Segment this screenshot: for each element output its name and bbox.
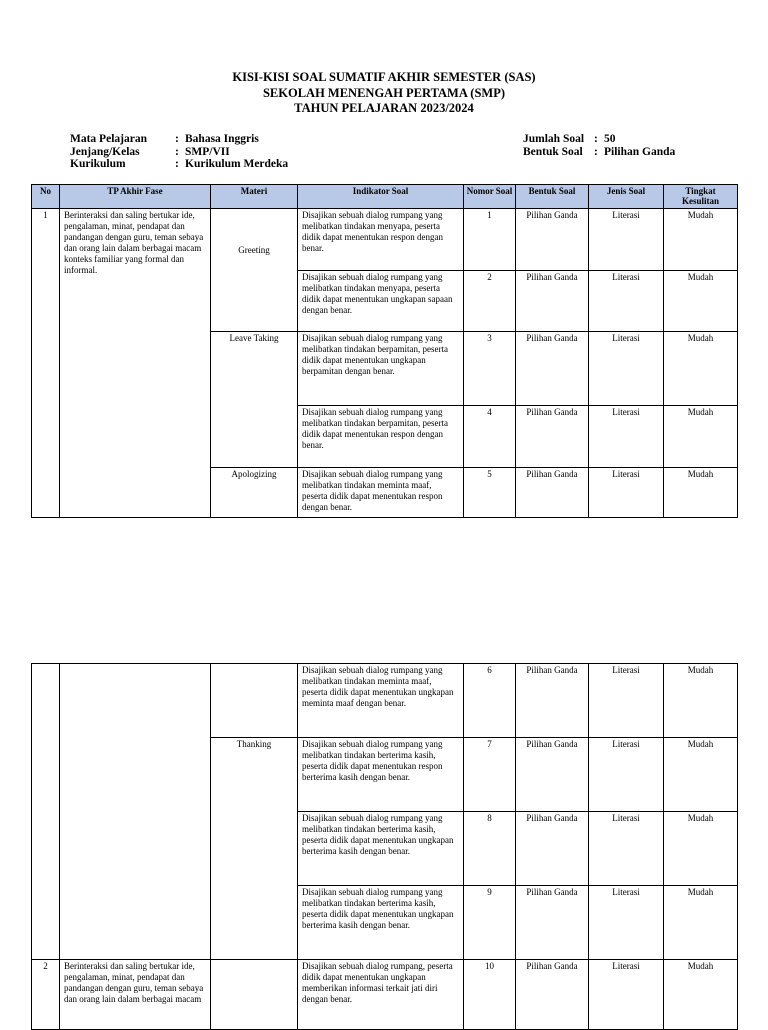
indikator-cell: Disajikan sebuah dialog rumpang yang melibatkan tindakan berterima kasih, peserta didik dapat menentukan ungkapan berterima kasih dengan benar. [298,886,464,960]
table-row [32,664,738,738]
title-line-3: TAHUN PELAJARAN 2023/2024 [294,101,474,115]
header-tp: TP Akhir Fase [60,185,211,209]
jenis-cell: Literasi [589,812,664,886]
table-row [32,209,738,271]
meta-value-question-form: Pilihan Ganda [604,145,676,158]
nomor-cell: 8 [464,812,516,886]
materi-cell: Thanking [211,738,298,960]
nomor-cell: 5 [464,468,516,518]
header-no: No [32,185,60,209]
meta-label-subject: Mata Pelajaran [70,133,147,145]
table-row [32,960,738,1030]
bentuk-cell: Pilihan Ganda [516,209,589,271]
indikator-cell: Disajikan sebuah dialog rumpang yang melibatkan tindakan berterima kasih, peserta didik dapat menentukan ungkapan berterima kasih dengan benar. [298,812,464,886]
row-number: 2 [32,960,60,1030]
tingkat-cell: Mudah [664,960,738,1030]
materi-cell: Leave Taking [211,332,298,468]
grid-table-page-1 [31,184,738,518]
header-nomor: Nomor Soal [464,185,516,209]
meta-value-curriculum: Kurikulum Merdeka [185,158,289,170]
indikator-cell: Disajikan sebuah dialog rumpang yang melibatkan tindakan meminta maaf, peserta didik dapat menentukan respon dengan benar. [298,468,464,518]
nomor-cell: 1 [464,209,516,271]
title-line-1: KISI-KISI SOAL SUMATIF AKHIR SEMESTER (SAS) [232,70,536,84]
header-bentuk: Bentuk Soal [516,185,589,209]
tp-cell: Berinteraksi dan saling bertukar ide, pengalaman, minat, pendapat dan pandangan dengan guru, teman sebaya dan orang lain dalam berbagai macam konteks familiar yang formal dan informal. [60,209,211,518]
header-tingkat: Tingkat Kesulitan [664,185,738,209]
grid-table-page-2 [31,663,738,1030]
table-header-row [32,185,738,209]
bentuk-cell: Pilihan Ganda [516,271,589,332]
row-number-empty [32,664,60,960]
meta-colon: : [594,145,598,158]
jenis-cell: Literasi [589,664,664,738]
row-number: 1 [32,209,60,518]
materi-cell-empty [211,960,298,1030]
header-indikator: Indikator Soal [298,185,464,209]
indikator-cell: Disajikan sebuah dialog rumpang yang melibatkan tindakan meminta maaf, peserta didik dapat menentukan ungkapan meminta maaf dengan benar. [298,664,464,738]
bentuk-cell: Pilihan Ganda [516,738,589,812]
jenis-cell: Literasi [589,209,664,271]
nomor-cell: 6 [464,664,516,738]
jenis-cell: Literasi [589,886,664,960]
document-title [0,70,768,117]
nomor-cell: 10 [464,960,516,1030]
tp-cell-empty [60,664,211,960]
indikator-cell: Disajikan sebuah dialog rumpang yang melibatkan tindakan menyapa, peserta didik dapat menentukan respon dengan benar. [298,209,464,271]
jenis-cell: Literasi [589,332,664,406]
meta-value-question-count: 50 [604,133,616,145]
header-materi: Materi [211,185,298,209]
meta-left [70,133,288,171]
header-jenis: Jenis Soal [589,185,664,209]
meta-label-question-form: Bentuk Soal [523,145,583,158]
meta-colon: : [175,158,179,170]
nomor-cell: 3 [464,332,516,406]
tingkat-cell: Mudah [664,738,738,812]
meta-right [523,133,675,158]
meta-value-subject: Bahasa Inggris [185,133,259,145]
bentuk-cell: Pilihan Ganda [516,332,589,406]
indikator-cell: Disajikan sebuah dialog rumpang yang melibatkan tindakan menyapa, peserta didik dapat menentukan ungkapan sapaan dengan benar. [298,271,464,332]
jenis-cell: Literasi [589,271,664,332]
indikator-cell: Disajikan sebuah dialog rumpang yang melibatkan tindakan berterima kasih, peserta didik dapat menentukan respon berterima kasih dengan benar. [298,738,464,812]
nomor-cell: 2 [464,271,516,332]
jenis-cell: Literasi [589,738,664,812]
tp-cell: Berinteraksi dan saling bertukar ide, pengalaman, minat, pendapat dan pandangan dengan guru, teman sebaya dan orang lain dalam berbagai macam [60,960,211,1030]
nomor-cell: 4 [464,406,516,468]
bentuk-cell: Pilihan Ganda [516,812,589,886]
materi-cell: Greeting [211,209,298,332]
tingkat-cell: Mudah [664,209,738,271]
materi-cell: Apologizing [211,468,298,518]
indikator-cell: Disajikan sebuah dialog rumpang yang melibatkan tindakan berpamitan, peserta didik dapat menentukan ungkapan berpamitan dengan benar. [298,332,464,406]
materi-cell-empty [211,664,298,738]
indikator-cell: Disajikan sebuah dialog rumpang yang melibatkan tindakan berpamitan, peserta didik dapat menentukan respon dengan benar. [298,406,464,468]
meta-label-question-count: Jumlah Soal [523,133,585,145]
tingkat-cell: Mudah [664,886,738,960]
tingkat-cell: Mudah [664,332,738,406]
bentuk-cell: Pilihan Ganda [516,664,589,738]
tingkat-cell: Mudah [664,664,738,738]
tingkat-cell: Mudah [664,271,738,332]
bentuk-cell: Pilihan Ganda [516,468,589,518]
nomor-cell: 9 [464,886,516,960]
jenis-cell: Literasi [589,406,664,468]
jenis-cell: Literasi [589,960,664,1030]
tingkat-cell: Mudah [664,468,738,518]
meta-label-class: Jenjang/Kelas [70,145,140,158]
tingkat-cell: Mudah [664,406,738,468]
indikator-cell: Disajikan sebuah dialog rumpang, peserta didik dapat menentukan ungkapan memberikan informasi terkait jati diri dengan benar. [298,960,464,1030]
meta-colon: : [175,133,179,145]
meta-colon: : [175,145,179,158]
title-line-2: SEKOLAH MENENGAH PERTAMA (SMP) [262,85,506,100]
meta-value-class: SMP/VII [185,145,230,158]
bentuk-cell: Pilihan Ganda [516,960,589,1030]
bentuk-cell: Pilihan Ganda [516,886,589,960]
jenis-cell: Literasi [589,468,664,518]
meta-colon: : [594,133,598,145]
tingkat-cell: Mudah [664,812,738,886]
nomor-cell: 7 [464,738,516,812]
meta-label-curriculum: Kurikulum [70,158,126,170]
bentuk-cell: Pilihan Ganda [516,406,589,468]
